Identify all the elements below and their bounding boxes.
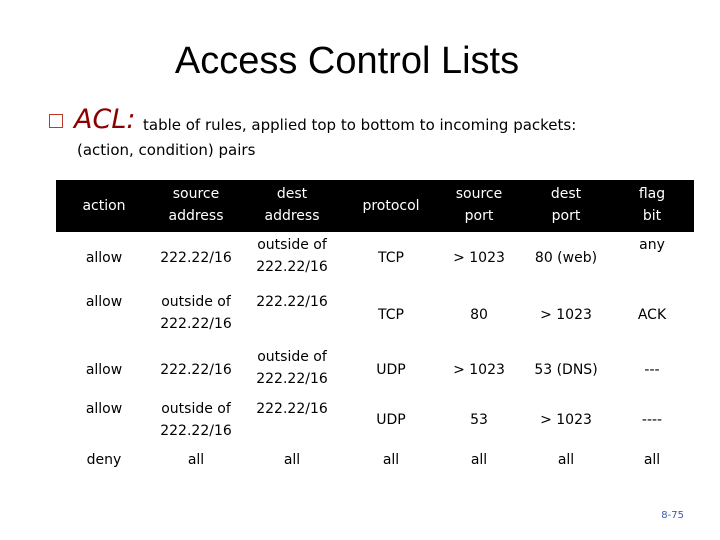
page-number: 8-75 bbox=[661, 510, 684, 521]
cell-source-port: > 1023 bbox=[453, 362, 505, 378]
header-flag-bit bbox=[616, 183, 688, 227]
header-flag-bit-line1: flag bbox=[638, 186, 666, 202]
cell-protocol: UDP bbox=[376, 412, 406, 428]
header-source-port-line1: source bbox=[455, 186, 503, 202]
header-dest-port-line1: dest bbox=[550, 186, 582, 202]
cell-protocol: TCP bbox=[378, 250, 404, 266]
cell-dest-address: 222.22/16 bbox=[256, 294, 328, 310]
cell-dest-address: all bbox=[283, 452, 301, 468]
header-action: action bbox=[82, 198, 126, 214]
cell-flag-bit: ---- bbox=[641, 412, 663, 428]
header-source-address-line2: address bbox=[168, 208, 224, 224]
cell-dest-port: 80 (web) bbox=[534, 250, 598, 266]
cell-source-address bbox=[149, 398, 243, 442]
cell-dest-address: 222.22/16 bbox=[256, 401, 328, 417]
header-protocol: protocol bbox=[362, 198, 420, 214]
header-source-port-line2: port bbox=[464, 208, 494, 224]
cell-source-address bbox=[149, 291, 243, 335]
cell-source-address-line2: 222.22/16 bbox=[160, 316, 232, 332]
cell-source-address-line2: 222.22/16 bbox=[160, 423, 232, 439]
acl-subtitle: (action, condition) pairs bbox=[77, 141, 256, 159]
header-source-address-line1: source bbox=[172, 186, 220, 202]
cell-action: deny bbox=[86, 452, 122, 468]
table-header bbox=[56, 180, 694, 232]
cell-dest-address bbox=[245, 234, 339, 278]
acl-description: table of rules, applied top to bottom to incoming packets: bbox=[143, 116, 577, 134]
cell-dest-port: all bbox=[557, 452, 575, 468]
header-source-address bbox=[149, 183, 243, 227]
cell-flag-bit: any bbox=[639, 237, 665, 253]
cell-flag-bit: --- bbox=[644, 362, 660, 378]
cell-dest-address-line1: outside of bbox=[257, 237, 327, 253]
cell-source-address: 222.22/16 bbox=[160, 250, 232, 266]
cell-action: allow bbox=[85, 294, 123, 310]
cell-source-address-line1: outside of bbox=[161, 294, 231, 310]
cell-flag-bit: all bbox=[643, 452, 661, 468]
cell-dest-port: > 1023 bbox=[540, 307, 592, 323]
cell-source-address-line1: outside of bbox=[161, 401, 231, 417]
header-dest-port-line2: port bbox=[551, 208, 581, 224]
cell-dest-port: > 1023 bbox=[540, 412, 592, 428]
cell-action: allow bbox=[85, 401, 123, 417]
cell-protocol: TCP bbox=[378, 307, 404, 323]
table-row bbox=[56, 448, 694, 478]
cell-flag-bit: ACK bbox=[637, 307, 667, 323]
cell-dest-address-line2: 222.22/16 bbox=[256, 371, 328, 387]
cell-protocol: all bbox=[382, 452, 400, 468]
cell-source-address: all bbox=[187, 452, 205, 468]
bullet-icon bbox=[49, 114, 63, 128]
table-row bbox=[56, 232, 694, 288]
header-flag-bit-line2: bit bbox=[642, 208, 662, 224]
cell-dest-address-line2: 222.22/16 bbox=[256, 259, 328, 275]
table-row bbox=[56, 398, 694, 448]
header-dest-address-line2: address bbox=[264, 208, 320, 224]
header-source-port bbox=[436, 183, 522, 227]
header-dest-address bbox=[245, 183, 339, 227]
header-dest-port bbox=[522, 183, 610, 227]
cell-dest-port: 53 (DNS) bbox=[534, 362, 598, 378]
header-dest-address-line1: dest bbox=[276, 186, 308, 202]
table-row bbox=[56, 288, 694, 346]
cell-dest-address bbox=[245, 346, 339, 390]
cell-source-port: all bbox=[470, 452, 488, 468]
table-row bbox=[56, 346, 694, 398]
cell-dest-address-line1: outside of bbox=[257, 349, 327, 365]
cell-source-port: 80 bbox=[470, 307, 488, 323]
cell-source-port: > 1023 bbox=[453, 250, 505, 266]
cell-action: allow bbox=[85, 362, 123, 378]
cell-protocol: UDP bbox=[376, 362, 406, 378]
cell-source-port: 53 bbox=[470, 412, 488, 428]
cell-action: allow bbox=[85, 250, 123, 266]
cell-source-address: 222.22/16 bbox=[160, 362, 232, 378]
page-title: Access Control Lists bbox=[174, 40, 520, 82]
acl-label: ACL: bbox=[74, 104, 136, 135]
